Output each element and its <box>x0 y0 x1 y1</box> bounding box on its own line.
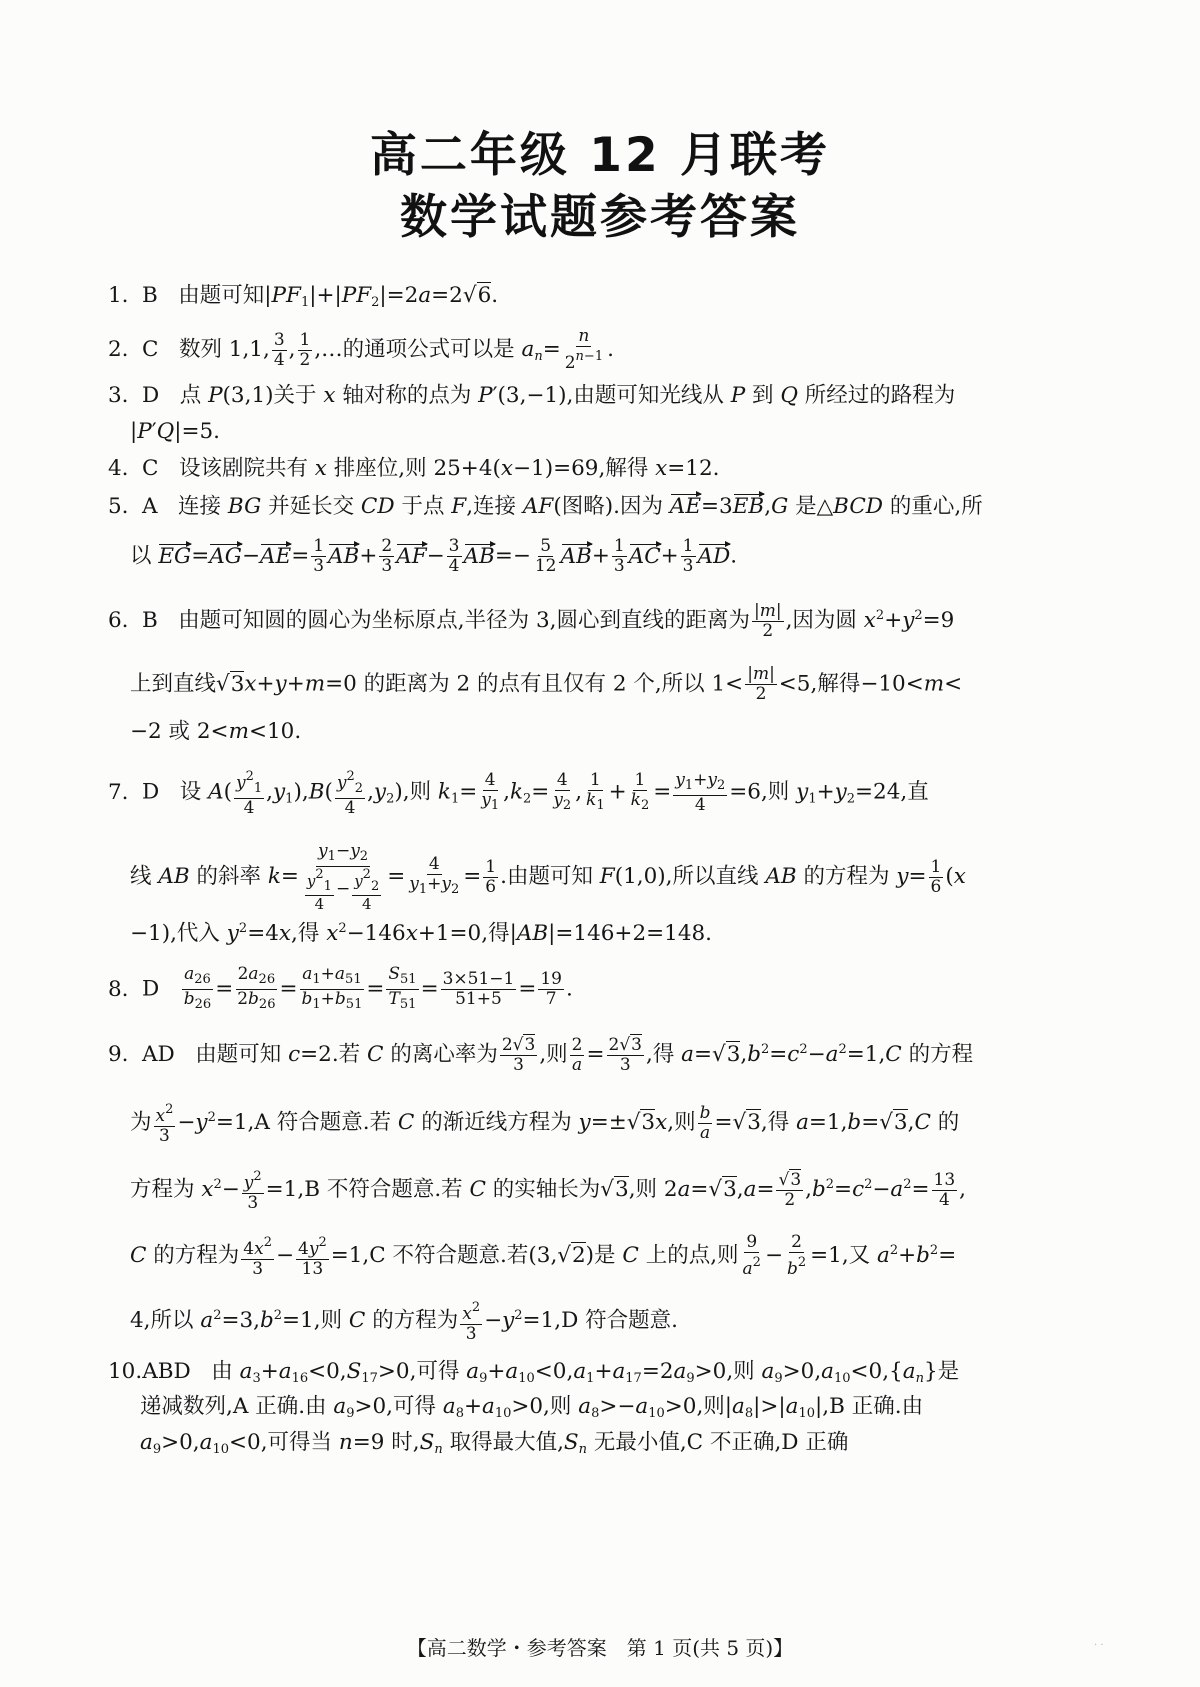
answer-8: 8. D $\frac{a_{26}}{b_{26}}$ = $\frac{2a_{26}}{2b_{26}}$ = $\frac{a_1+a_{51}}{b_1+b_{51}}$ = $\frac{S_{51}}{T_{51}}$ = $\frac{3\times 51-1}{51+5}$ = $\frac{19}{7}$ . <box>108 964 573 1012</box>
page-subtitle: 数学试题参考答案 <box>400 190 800 245</box>
answer-3: 3. D 点 P(3,1)关于 x 轴对称的点为 P′(3,−1),由题可知光线从 P 到 Q 所经过的路程为 <box>108 383 956 408</box>
answer-3-cont: |P′Q|=5. <box>130 419 221 444</box>
answer-9-cont3: C 的方程为 $\frac{4x^2}{3}$ − $\frac{4y^2}{13}$ =1,C 不符合题意.若(3,√2)是 C 上的点,则 $\frac{9}{a^2}$ − $\frac{2}{b^2}$ =1,又 $a^2+b^2=$ <box>130 1232 957 1279</box>
answer-7: 7. D 设 A( $\frac{y^2_1}{4}$ $,y_1),B$( $\frac{y^2_2}{4}$ $,y_2$),则 $k_1=$ $\frac{4}{y_1}$ $,k_2=$ $\frac{4}{y_2}$ , $\frac{1}{k_1}$ + $\frac{1}{k_2}$ = $\frac{y_1+y_2}{4}$ =6,则 $y_1+y_2=24$,直 <box>108 769 929 818</box>
answer-4: 4. C 设该剧院共有 x 排座位,则 25+4(x−1)=69,解得 x=12. <box>108 456 720 481</box>
answer-1: 1. B 由题可知$|PF_1|+|PF_2|=2a=2√6$. <box>108 283 499 310</box>
answer-6-cont: 上到直线√3x+y+m=0 的距离为 2 的点有且仅有 2 个,所以 1< $\frac{|m|}{2}$ <5,解得−10<m< <box>130 664 963 704</box>
answer-10-cont: 递减数列,A 正确.由 $a_9>0$,可得 $a_8+a_{10}>0$,则 $a_8>-a_{10}>0$,则$|a_8|>|a_{10}|,B$ 正确.由 <box>140 1394 924 1421</box>
answer-10: 10.ABD 由 $a_3+a_{16}<0,S_{17}>0$,可得 $a_9+a_{10}<0,a_1+a_{17}=2a_9>0$,则 $a_9>0,a_{10}<0,\{a_n\}$是 <box>108 1359 960 1386</box>
answer-9-cont4: 4,所以 $a^2=3,b^2=1$,则 C 的方程为 $\frac{x^2}{3}$ $-y^2=1,D$ 符合题意. <box>130 1300 678 1344</box>
answer-10-cont2: $a_9>0,a_{10}<0$,可得当 n=9 时$,S_n$ 取得最大值$,S_n$ 无最小值,C 不正确,D 正确 <box>140 1430 849 1457</box>
answer-2: 2. C 数列 1,1, $\frac{3}{4}$ , $\frac{1}{2}$ ,…的通项公式可以是 $a_n=$ $\frac{n}{2^{n-1}}$ . <box>108 326 614 373</box>
scan-mark: · · <box>1094 1640 1104 1651</box>
answer-7-cont: 线 AB 的斜率 k= $y_1-y_2$ $\frac{y21}{4}$ − $\frac{y22}{4}$ = $\frac{4}{y_1+y_2}$ = $\frac{1}{6}$ .由题可知 F(1,0),所以直线 AB 的方程为 y= $\frac{1}{6}$ (x <box>130 841 966 913</box>
answer-7-cont2: −1),代入 $y^2=4x$,得 $x^2-146x+1=0$,得|AB|=146+2=148. <box>130 921 713 946</box>
answer-5-cont: 以 EG=AG−AE= $\frac{1}{3}$ AB+ $\frac{2}{3}$ AF− $\frac{3}{4}$ AB=− $\frac{5}{12}$ AB+ $\frac{1}{3}$ AC+ $\frac{1}{3}$ AD. <box>130 536 738 576</box>
page-footer: 【高二数学・参考答案 第 1 页(共 5 页)】 <box>406 1636 794 1660</box>
answer-9-cont: 为 $\frac{x^2}{3}$ $-y^2=1,A$ 符合题意.若 C 的渐近线方程为 y=±√3x,则 $\frac{b}{a}$ =√3,得 a=1,b=√3,C 的 <box>130 1102 960 1146</box>
answer-5: 5. A 连接 BG 并延长交 CD 于点 F,连接 AF(图略).因为 AE=3EB,G 是△BCD 的重心,所 <box>108 492 983 522</box>
answer-6-cont2: −2 或 2<m<10. <box>130 719 302 744</box>
page-title: 高二年级 12 月联考 <box>369 128 831 183</box>
answer-6: 6. B 由题可知圆的圆心为坐标原点,半径为 3,圆心到直线的距离为 $\frac{|m|}{2}$ ,因为圆 $x^2+y^2=9$ <box>108 600 955 641</box>
answer-9-cont2: 方程为 $x^2-$ $\frac{y^2}{3}$ =1,B 不符合题意.若 C 的实轴长为√3,则 2a=√3,a= $\frac{√3}{2}$ $,b^2=c^2-a^2=$ $\frac{13}{4}$ , <box>130 1169 967 1213</box>
answer-9: 9. AD 由题可知 c=2.若 C 的离心率为 $\frac{2√3}{3}$ ,则 $\frac{2}{a}$ = $\frac{2√3}{3}$ ,得 $a=√3,b^2=c^2-a^2=1,C$ 的方程 <box>108 1034 974 1075</box>
